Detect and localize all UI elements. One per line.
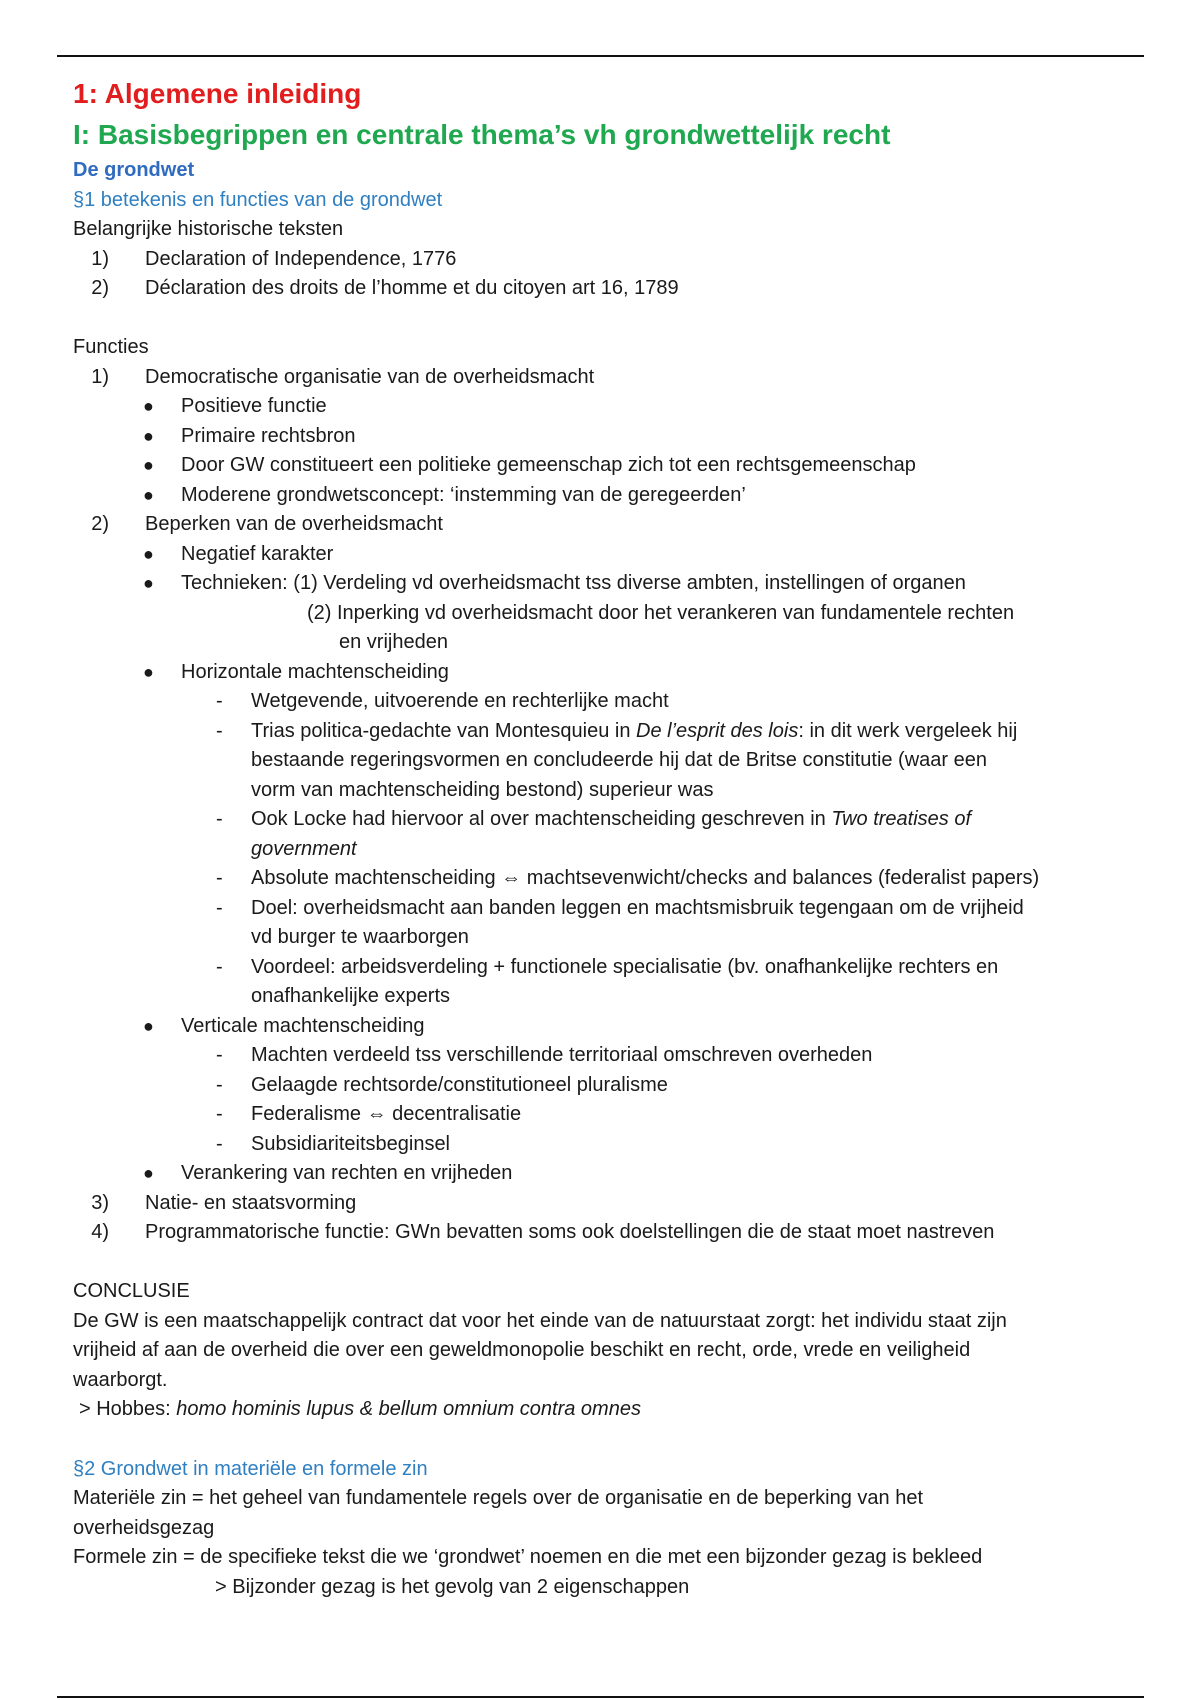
dash-item-cont: vd burger te waarborgen <box>251 926 469 948</box>
bullet-item: ● Horizontale machtenscheiding <box>73 658 1133 688</box>
bullet-item: ● Technieken: (1) Verdeling vd overheidsmacht tss diverse ambten, instellingen of organen <box>73 569 1133 599</box>
dash-item: - Federalisme ⇔ decentralisatie <box>216 1103 522 1125</box>
subsection-heading-1: §1 betekenis en functies van de grondwet <box>73 189 443 211</box>
materiele-definition-cont: overheidsgezag <box>73 1516 215 1539</box>
bullet-item: ● Door GW constitueert een politieke gemeenschap zich tot een rechtsgemeenschap <box>73 451 1133 481</box>
dash-item: - Doel: overheidsmacht aan banden leggen en machtsmisbruik tegengaan om de vrijheid <box>216 896 1024 919</box>
bullet-icon: ● <box>143 425 154 446</box>
bullet-item: ● Verankering van rechten en vrijheden <box>73 1159 1133 1189</box>
functions-label: Functies <box>73 336 149 358</box>
formele-definition: Formele zin = de specifieke tekst die we ‘grondwet’ noemen en die met een bijzonder gezag is bekleed <box>73 1546 983 1568</box>
part-heading: I: Basisbegrippen en centrale thema’s vh grondwettelijk recht <box>73 119 891 150</box>
dash-item: - Absolute machtenscheiding ⇔ machtsevenwicht/checks and balances (federalist papers) <box>216 867 1040 889</box>
subsection-heading-2: §2 Grondwet in materiële en formele zin <box>73 1458 428 1480</box>
conclusion-text: vrijheid af aan de overheid die over een geweldmonopolie beschikt en recht, orde, vrede en veiligheid <box>73 1339 971 1361</box>
bullet-icon: ● <box>143 484 154 505</box>
dash-item: - Voordeel: arbeidsverdeling + functionele specialisatie (bv. onafhankelijke rechters en <box>216 955 999 978</box>
dash-item-cont: bestaande regeringsvormen en concludeerde hij dat de Britse constitutie (waar een <box>251 749 987 771</box>
dash-item: - Machten verdeeld tss verschillende territoriaal omschreven overheden <box>216 1044 873 1066</box>
conclusion-label: CONCLUSIE <box>73 1280 190 1302</box>
bullet-icon: ● <box>143 573 154 593</box>
function-item-3: 3) Natie- en staatsvorming <box>91 1191 357 1214</box>
chapter-heading: 1: Algemene inleiding <box>73 78 362 109</box>
function-item-4: 4) Programmatorische functie: GWn bevatten soms ook doelstellingen die de staat moet nastreven <box>91 1221 995 1243</box>
hobbes-quote: > Hobbes: homo hominis lupus & bellum omnium contra omnes <box>79 1398 641 1420</box>
formele-note: > Bijzonder gezag is het gevolg van 2 eigenschappen <box>215 1575 690 1598</box>
dash-item: - Ook Locke had hiervoor al over machtenscheiding geschreven in Two treatises of <box>216 808 972 830</box>
dash-item: - Trias politica-gedachte van Montesquieu in De l’esprit des lois: in dit werk vergeleek hij <box>216 719 1018 742</box>
dash-item: - Gelaagde rechtsorde/constitutioneel pluralisme <box>216 1073 668 1096</box>
bullet-icon: ● <box>143 1163 154 1183</box>
dash-item-cont: onafhankelijke experts <box>251 985 451 1007</box>
conclusion-text: De GW is een maatschappelijk contract dat voor het einde van de natuurstaat zorgt: het individu staat zijn <box>73 1309 1007 1332</box>
dash-item: - Subsidiariteitsbeginsel <box>216 1132 451 1155</box>
bullet-icon: ● <box>143 543 154 564</box>
bullet-item: ● Negatief karakter <box>73 540 1133 570</box>
bullet-icon: ● <box>143 455 154 475</box>
technique-2-cont: en vrijheden <box>339 631 448 653</box>
bottom-rule <box>57 1696 1144 1698</box>
technique-2: (2) Inperking vd overheidsmacht door het verankeren van fundamentele rechten <box>307 601 1015 624</box>
bullet-item: ● Primaire rechtsbron <box>73 422 1133 452</box>
conclusion-text: waarborgt. <box>73 1368 168 1391</box>
list-item: 1) Declaration of Independence, 1776 <box>91 247 457 270</box>
bullet-item: ● Verticale machtenscheiding <box>73 1012 1133 1042</box>
bullet-item: ● Moderene grondwetsconcept: ‘instemming van de geregeerden’ <box>73 481 1133 511</box>
function-item-2: 2) Beperken van de overheidsmacht <box>91 513 443 535</box>
dash-item-cont: vorm van machtenscheiding bestond) superieur was <box>251 778 714 801</box>
dash-item-cont: government <box>251 837 357 860</box>
historical-label: Belangrijke historische teksten <box>73 218 344 240</box>
bullet-icon: ● <box>143 661 154 682</box>
bullet-item: ● Positieve functie <box>73 392 1133 422</box>
function-item-1: 1) Democratische organisatie van de overheidsmacht <box>91 365 595 388</box>
document-body <box>73 74 1133 1602</box>
bullet-icon: ● <box>143 1015 154 1036</box>
top-rule <box>57 55 1144 57</box>
materiele-definition: Materiële zin = het geheel van fundamentele regels over de organisatie en de beperking van het <box>73 1487 924 1509</box>
dash-item: - Wetgevende, uitvoerende en rechterlijke macht <box>216 690 669 712</box>
bullet-icon: ● <box>143 396 154 416</box>
list-item: 2) Déclaration des droits de l’homme et du citoyen art 16, 1789 <box>91 277 679 299</box>
section-heading: De grondwet <box>73 159 195 181</box>
